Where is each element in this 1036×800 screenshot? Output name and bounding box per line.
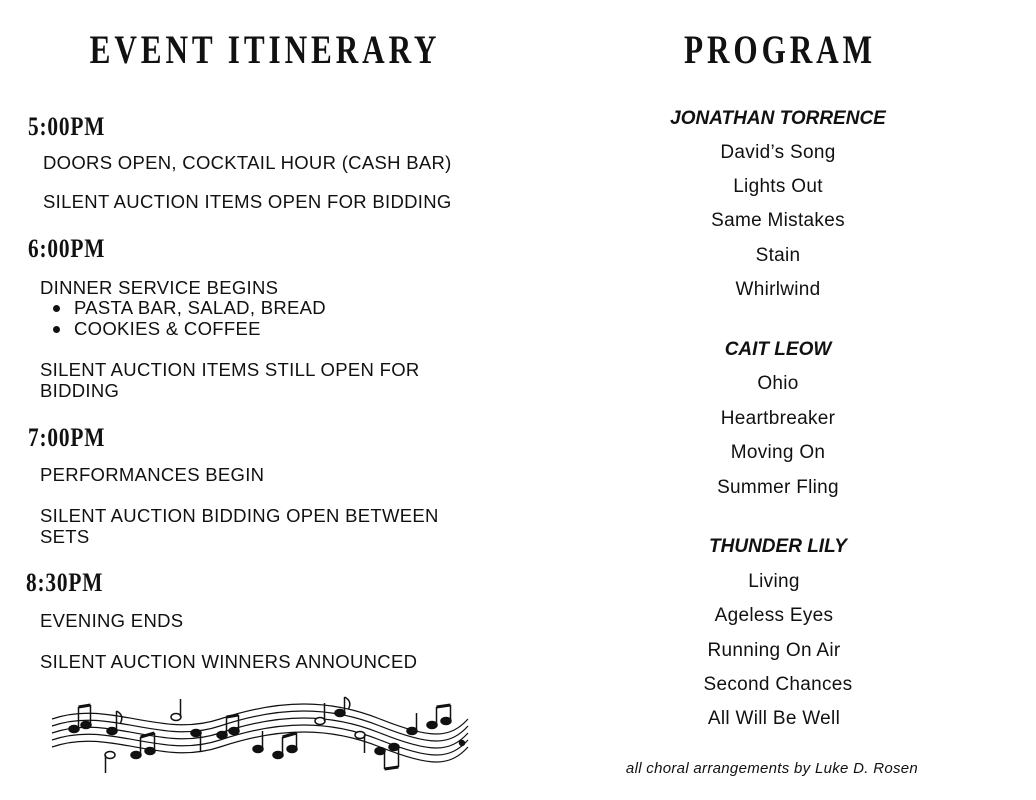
song-title: Living [748,571,800,592]
itinerary-line: SILENT AUCTION BIDDING OPEN BETWEEN SETS [40,505,439,547]
list-item: PASTA BAR, SALAD, BREAD [50,298,326,319]
song-title: Ohio [757,373,799,394]
song-title: All Will Be Well [707,708,841,729]
music-staff-icon [50,695,470,777]
song-title: Moving On [730,442,826,463]
itinerary-line: DOORS OPEN, COCKTAIL HOUR (CASH BAR) [43,152,452,173]
song-title: Stain [755,245,801,266]
song-title: Same Mistakes [711,210,845,231]
list-item: COOKIES & COFFEE [50,319,326,340]
artist-name: THUNDER LILY [709,536,847,557]
arrangement-credit: all choral arrangements by Luke D. Rosen [625,760,919,777]
song-title: Heartbreaker [720,408,836,429]
itinerary-title: EVENT ITINERARY [89,27,441,72]
itinerary-line: SILENT AUCTION ITEMS STILL OPEN FOR BIDDING [40,359,420,401]
dinner-menu-list [50,298,326,339]
time-830pm: 8:30PM [26,568,104,597]
itinerary-line: SILENT AUCTION ITEMS OPEN FOR BIDDING [43,191,452,212]
itinerary-line: DINNER SERVICE BEGINS [40,277,279,298]
program-title: PROGRAM [684,27,876,72]
song-title: Running On Air [707,640,841,661]
song-title: Second Chances [703,674,853,695]
song-title: Ageless Eyes [714,605,834,626]
itinerary-line: SILENT AUCTION WINNERS ANNOUNCED [40,651,418,672]
itinerary-line: EVENING ENDS [40,610,184,631]
artist-name: JONATHAN TORRENCE [670,108,886,129]
song-title: David’s Song [720,142,836,163]
itinerary-line: PERFORMANCES BEGIN [40,464,265,485]
artist-name: CAIT LEOW [724,339,832,360]
song-title: Lights Out [733,176,823,197]
song-title: Summer Fling [717,477,839,498]
time-7pm: 7:00PM [28,423,106,452]
time-6pm: 6:00PM [28,234,106,263]
song-title: Whirlwind [735,279,821,300]
time-5pm: 5:00PM [28,112,106,141]
